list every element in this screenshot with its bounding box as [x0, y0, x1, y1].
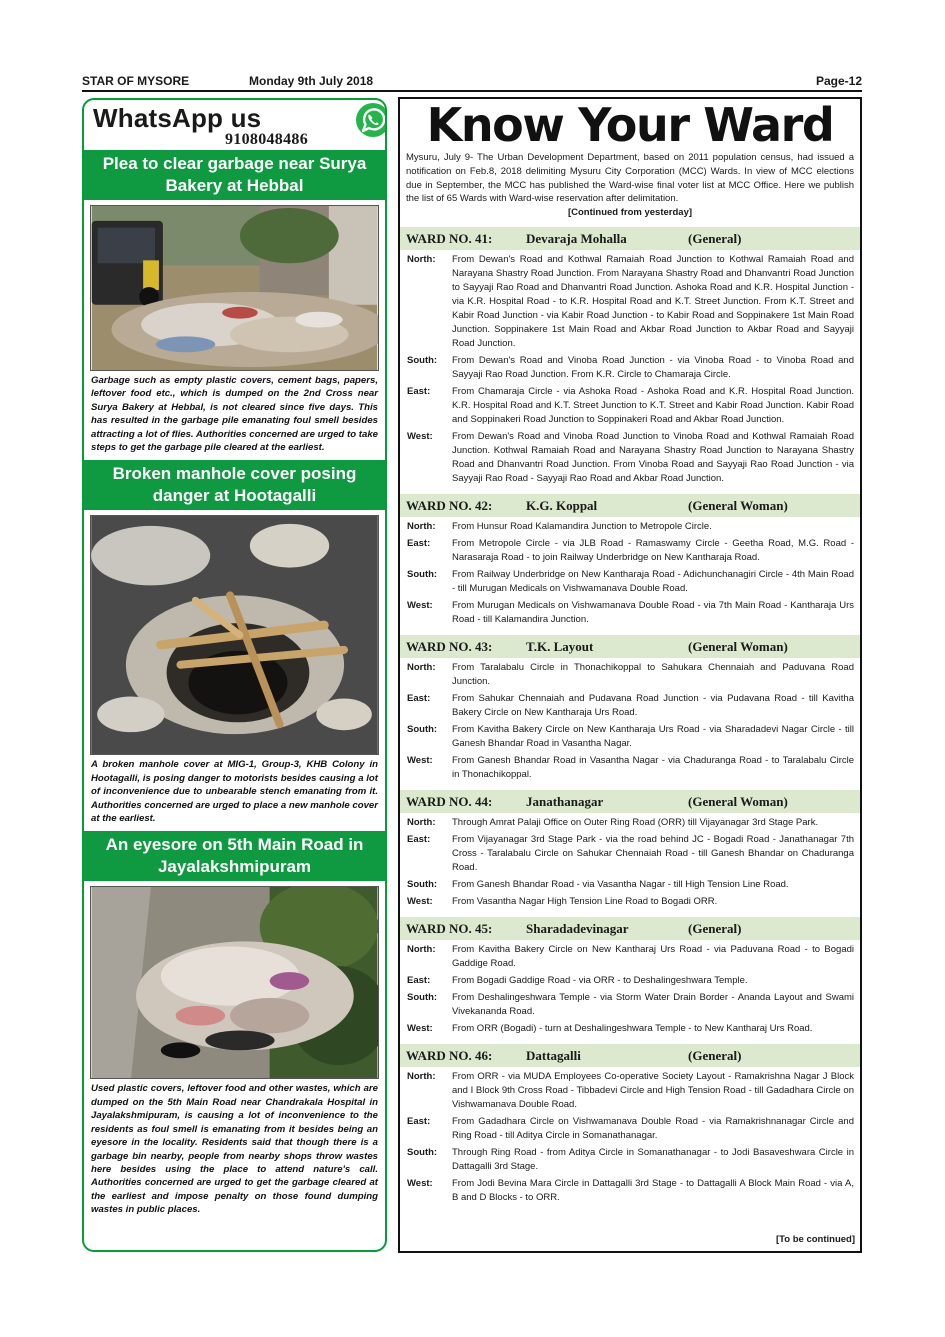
story-caption: Garbage such as empty plastic covers, cement bags, papers, leftover food etc., which is dumped on the 2nd Cross near Surya Bakery at Hebbal, is not cleared since five days. This has resulted in the garbage pile emanating foul smell besides attracting a lot of flies. Authorities concerned are urged to take steps to get the garbage pile cleared at the earliest.	[91, 375, 378, 454]
ward-category: (General Woman)	[688, 498, 788, 514]
story-caption: Used plastic covers, leftover food and other wastes, which are dumped on the 5th Main Road near Chandrakala Hospital in Jayalakshmipuram, is causing a lot of inconvenience to the residents as foul smell is emanating from it besides being an eyesore in the locality. Residents said that though there is a garbage bin nearby, people from nearby shops throw wastes here besides using the place to attend nature's call. Authorities concerned are urged to get the garbage cleared at the earliest and impose penalty on those found dumping wastes in public places.	[91, 1083, 378, 1216]
ward-number: WARD NO. 44:	[406, 794, 493, 810]
boundary-row	[400, 754, 860, 782]
whatsapp-number: 9108048486	[225, 131, 308, 148]
page-header	[82, 74, 862, 92]
boundary-label: East:	[407, 975, 431, 987]
garbage-near-bakery-photo	[90, 205, 379, 371]
boundary-label: South:	[407, 569, 438, 581]
boundary-label: West:	[407, 896, 433, 908]
boundary-label: East:	[407, 538, 431, 550]
issue-date: Monday 9th July 2018	[249, 74, 374, 88]
ward-category: (General Woman)	[688, 794, 788, 810]
boundary-text: From Murugan Medicals on Vishwamanava Double Road - via 7th Main Road - Kantharaja Urs Road - till Kalamandira Junction.	[452, 600, 854, 626]
ward-number: WARD NO. 45:	[406, 921, 493, 937]
ward-name: T.K. Layout	[526, 639, 594, 655]
ward-category: (General)	[688, 1048, 742, 1064]
boundary-row	[400, 430, 860, 486]
boundary-row	[400, 1022, 860, 1036]
ward-heading	[400, 1044, 860, 1067]
boundary-text: From Chamaraja Circle - via Ashoka Road - Ashoka Road and K.R. Hospital Road Junction. K.R. Hospital Road and K.T. Street Junction to K.T. Street and Kabir Road Junction. Kabir Road and Soppinakeri Road Junction to Soppinakeri Road and Akbar Road Junction.	[452, 386, 854, 426]
boundary-row	[400, 537, 860, 565]
boundary-text: Through Amrat Palaji Office on Outer Ring Road (ORR) till Vijayanagar 3rd Stage Park.	[452, 817, 819, 829]
boundary-row	[400, 661, 860, 689]
boundary-row	[400, 520, 860, 534]
ward-name: Janathanagar	[526, 794, 604, 810]
publication-name: STAR OF MYSORE	[82, 74, 190, 88]
boundary-label: South:	[407, 355, 438, 367]
article-intro: Mysuru, July 9- The Urban Development Department, based on 2011 population census, had issued a notification on Feb.8, 2018 delimiting Mysuru City Corporation (MCC) Wards. In view of MCC elections due in September, the MCC has published the Ward-wise final voter list at MCC Office. Here we publish the list of 65 Wards with Ward-wise reservation after delimitation.	[406, 152, 854, 205]
ward-category: (General Woman)	[688, 639, 788, 655]
ward-name: K.G. Koppal	[526, 498, 598, 514]
boundary-text: From Vijayanagar 3rd Stage Park - via the road behind JC - Bogadi Road - Janathanagar 7th Cross - Taralabalu Circle on Sahukar Chennaiah Road - till Ganesh Bhandar on Chaduranga Road.	[452, 834, 854, 874]
boundary-text: From Sahukar Chennaiah and Pudavana Road Junction - via Pudavana Road - till Kavitha Bakery Circle on New Kantharaja Urs Road.	[452, 693, 854, 719]
boundary-row	[400, 991, 860, 1019]
boundary-row	[400, 943, 860, 971]
continued-note: [Continued from yesterday]	[567, 207, 693, 219]
ward-name: Devaraja Mohalla	[526, 231, 627, 247]
boundary-text: From Railway Underbridge on New Kantharaja Road - Adichunchanagiri Circle - 4th Main Road - till Murugan Medicals on Vishwamanava Double Road.	[452, 569, 854, 595]
boundary-label: North:	[407, 817, 436, 829]
boundary-row	[400, 895, 860, 909]
ward-number: WARD NO. 43:	[406, 639, 493, 655]
boundary-label: West:	[407, 1178, 433, 1190]
story-headline: An eyesore on 5th Main Road in Jayalakshmipuram	[84, 831, 385, 881]
boundary-text: From Kavitha Bakery Circle on New Kantharaja Urs Road - via Sharadadevi Nagar Circle - till Ganesh Bhandar Road in Vasantha Nagar.	[452, 724, 854, 750]
boundary-row	[400, 354, 860, 382]
boundary-label: West:	[407, 600, 433, 612]
boundary-label: East:	[407, 386, 431, 398]
ward-name: Sharadadevinagar	[526, 921, 629, 937]
ward-name: Dattagalli	[526, 1048, 581, 1064]
boundary-label: South:	[407, 724, 438, 736]
boundary-row	[400, 816, 860, 830]
boundary-text: From Deshalingeshwara Temple - via Storm Water Drain Border - Ananda Layout and Swami Vivekananda Road.	[452, 992, 854, 1018]
boundary-row	[400, 385, 860, 427]
boundary-row	[400, 1115, 860, 1143]
boundary-label: South:	[407, 992, 438, 1004]
boundary-row	[400, 1146, 860, 1174]
boundary-label: North:	[407, 1071, 436, 1083]
boundary-row	[400, 1070, 860, 1112]
whatsapp-icon	[352, 99, 387, 141]
boundary-text: From Gadadhara Circle on Vishwamanava Double Road - via Ramakrishnanagar Circle and Ring Road - till Aditya Circle in Somanathanagar.	[452, 1116, 854, 1142]
ward-number: WARD NO. 41:	[406, 231, 493, 247]
ward-section	[400, 790, 860, 909]
boundary-label: West:	[407, 755, 433, 767]
ward-heading	[400, 790, 860, 813]
ward-section	[400, 635, 860, 782]
ward-category: (General)	[688, 231, 742, 247]
ward-heading	[400, 494, 860, 517]
boundary-row	[400, 723, 860, 751]
boundary-row	[400, 1177, 860, 1205]
boundary-label: North:	[407, 944, 436, 956]
ward-heading	[400, 917, 860, 940]
boundary-label: West:	[407, 1023, 433, 1035]
boundary-text: From ORR (Bogadi) - turn at Deshalingeshwara Temple - to New Kantharaj Urs Road.	[452, 1023, 813, 1035]
page-number: Page-12	[815, 74, 862, 88]
whatsapp-column	[82, 98, 387, 1252]
broken-manhole-photo	[90, 515, 379, 755]
boundary-label: South:	[407, 1147, 438, 1159]
ward-section	[400, 1044, 860, 1205]
ward-section	[400, 494, 860, 627]
boundary-label: East:	[407, 693, 431, 705]
boundary-text: From Metropole Circle - via JLB Road - Ramaswamy Circle - Geetha Road, M.G. Road - Narasaraja Road - to join Railway Underbridge on New Kantharaja Road.	[452, 538, 854, 564]
article-title: Know Your Ward	[426, 98, 834, 152]
boundary-label: North:	[407, 254, 436, 266]
whatsapp-title: WhatsApp us	[93, 103, 262, 133]
boundary-row	[400, 833, 860, 875]
boundary-row	[400, 878, 860, 892]
boundary-row	[400, 599, 860, 627]
boundary-row	[400, 974, 860, 988]
story-caption: A broken manhole cover at MIG-1, Group-3, KHB Colony in Hootagalli, is posing danger to motorists besides causing a lot of inconvenience due to unbearable stench emanating from it. Authorities concerned are urged to place a new manhole cover at the earliest.	[91, 759, 378, 825]
ward-heading	[400, 635, 860, 658]
boundary-text: From Hunsur Road Kalamandira Junction to Metropole Circle.	[452, 521, 712, 533]
boundary-text: From Dewan's Road and Vinoba Road Junction - via Vinoba Road - to Vinoba Road and Sayyaji Rao Road Junction. From K.R. Circle to Chamaraja Circle.	[452, 355, 854, 381]
boundary-label: North:	[407, 521, 436, 533]
boundary-text: From Vasantha Nagar High Tension Line Road to Bogadi ORR.	[452, 896, 718, 908]
to-be-continued-note: [To be continued]	[776, 1234, 855, 1245]
boundary-text: From Ganesh Bhandar Road in Vasantha Nagar - via Chaduranga Road - to Taralabalu Circle in Thonachikoppal.	[452, 755, 854, 781]
boundary-label: South:	[407, 879, 438, 891]
boundary-label: East:	[407, 1116, 431, 1128]
whatsapp-header	[84, 100, 385, 150]
boundary-row	[400, 568, 860, 596]
boundary-text: From Taralabalu Circle in Thonachikoppal to Sahukara Chennaiah and Paduvana Road Junction.	[452, 662, 854, 688]
boundary-text: From Dewan's Road and Kothwal Ramaiah Road Junction to Kothwal Ramaiah Road and Narayana Shastry Road Junction. From Narayana Shastry Road and Dhanvantri Road Junction to Sayyaji Rao Road and Dhanvantri Road Junction. Ashoka Road and K.R. Hospital Junction - via K.R. Hospital Road - to K.R. Hospital Road and K.T. Street Junction. From K.T. Street and Kabir Road Junction - via Kabir Road Junction - to Kabir Road and Soppinakere 1st Main Road Junction. Soppinakere 1st Main Road and Akbar Road Junction to Akbar Road and Sayyaji Road Junction.	[452, 254, 854, 350]
story-headline: Broken manhole cover posing danger at Hootagalli	[84, 460, 385, 510]
ward-section	[400, 227, 860, 486]
roadside-waste-photo	[90, 886, 379, 1079]
boundary-label: East:	[407, 834, 431, 846]
boundary-text: Through Ring Road - from Aditya Circle in Somanathanagar - to Jodi Basaveshwara Circle in Dattagalli 3rd Stage.	[452, 1147, 854, 1173]
boundary-text: From Dewan's Road and Vinoba Road Junction to Vinoba Road and Kothwal Ramaiah Road Junction. Kothwal Ramaiah Road and Narayana Shastry Road Junction to Narayana Shastry Road and Dhanvantri Road Junction. From Vinoba Road and Sayyaji Rao Road Junction - via Sayyaji Rao Road - Sayyaji Rao Road and Akbar Road Junction.	[452, 431, 854, 485]
boundary-text: From Ganesh Bhandar Road - via Vasantha Nagar - till High Tension Line Road.	[452, 879, 789, 891]
ward-section	[400, 917, 860, 1036]
ward-number: WARD NO. 46:	[406, 1048, 493, 1064]
know-your-ward-article	[398, 97, 862, 1253]
boundary-text: From ORR - via MUDA Employees Co-operative Society Layout - Ramakrishna Nagar J Block and I Block 9th Cross Road - Tibbadevi Circle and High Tension Road - till Gadadhara Circle on Vishwamanava Double Road.	[452, 1071, 854, 1111]
boundary-row	[400, 692, 860, 720]
boundary-text: From Bogadi Gaddige Road - via ORR - to Deshalingeshwara Temple.	[452, 975, 748, 987]
boundary-label: West:	[407, 431, 433, 443]
boundary-row	[400, 253, 860, 351]
ward-number: WARD NO. 42:	[406, 498, 493, 514]
story-headline: Plea to clear garbage near Surya Bakery at Hebbal	[84, 150, 385, 200]
ward-category: (General)	[688, 921, 742, 937]
boundary-label: North:	[407, 662, 436, 674]
ward-heading	[400, 227, 860, 250]
boundary-text: From Kavitha Bakery Circle on New Kantharaj Urs Road - via Paduvana Road - to Bogadi Gaddige Road.	[452, 944, 854, 970]
boundary-text: From Jodi Bevina Mara Circle in Dattagalli 3rd Stage - to Dattagalli A Block Main Road - via A, B and D Blocks - to ORR.	[452, 1178, 854, 1204]
